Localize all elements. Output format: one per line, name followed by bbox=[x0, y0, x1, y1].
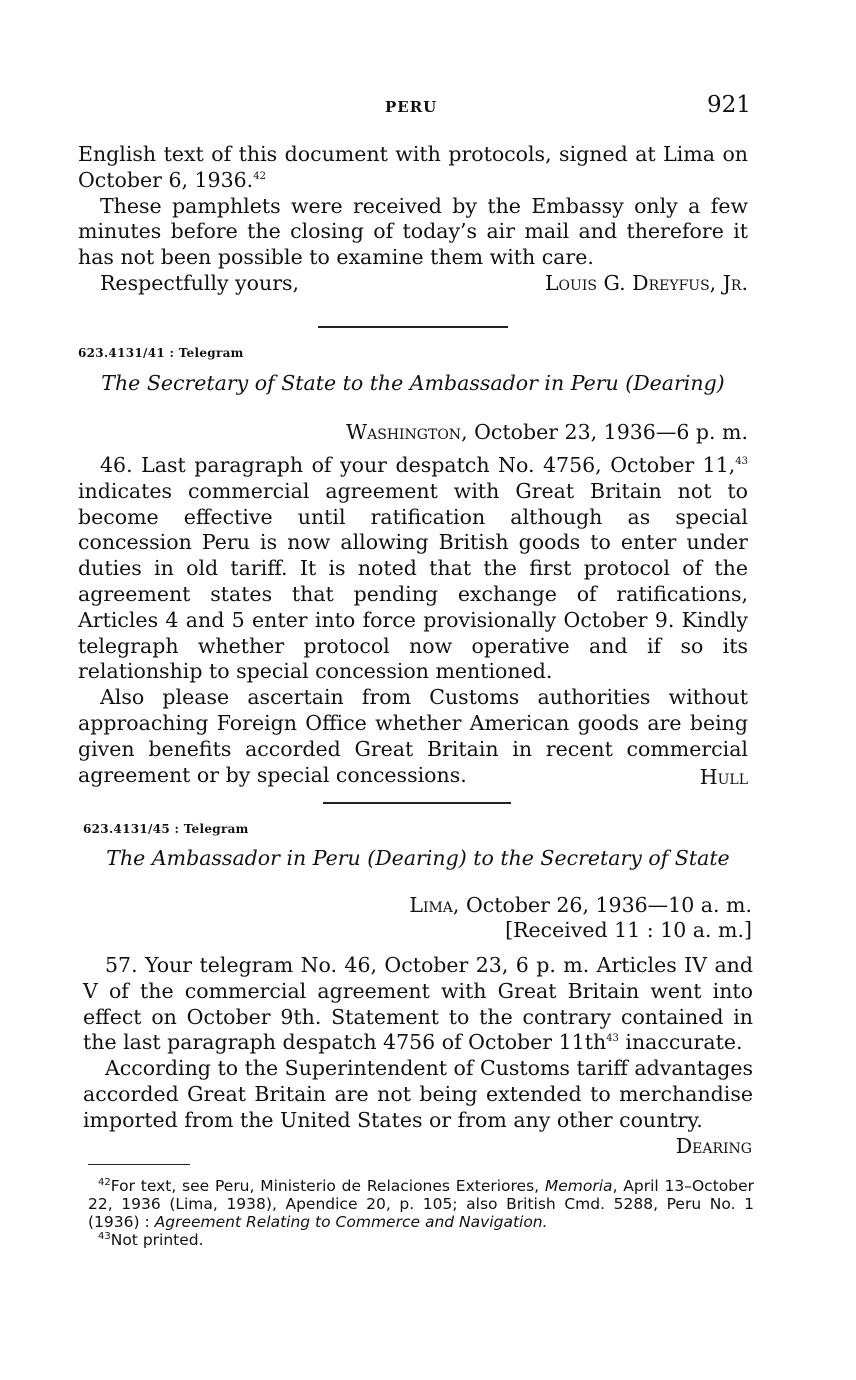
doc3-paragraph-2: According to the Superintendent of Customs tariff advantages accorded Great Britain are not being extended to merchandise imported from the United States or from any other country. bbox=[83, 1056, 753, 1132]
footnote-ref-43-second: 43 bbox=[606, 1033, 619, 1045]
doc3-heading: The Ambassador in Peru (Dearing) to the Secretary of State bbox=[106, 846, 730, 870]
doc2-file-reference: 623.4131/41 : Telegram bbox=[78, 346, 244, 360]
doc3-received-line: [Received 11 : 10 a. m.] bbox=[505, 918, 752, 942]
doc2-dateline-date: , October 23, 1936—6 p. m. bbox=[461, 420, 748, 444]
footnote-42-mark: 42 bbox=[98, 1176, 111, 1188]
doc2-dateline-place: Washington bbox=[346, 420, 462, 444]
doc3-signature: Dearing bbox=[675, 1134, 752, 1158]
footnotes bbox=[88, 1177, 754, 1249]
footnote-ref-43: 43 bbox=[735, 456, 748, 468]
doc2-paragraph-1: 46. Last paragraph of your despatch No. 4756, October 11,43 indicates commercial agreement with Great Britain not to become effective until ratification although as special concession Peru is now allowing British goods to enter under duties in old tariff. It is noted that the first protocol of the agreement states that pending exchange of ratifications, Articles 4 and 5 enter into force provisionally October 9. Kindly telegraph whether protocol now operative and if so its relationship to special concession mentioned. bbox=[78, 453, 748, 684]
doc3-dateline-date: , October 26, 1936—10 a. m. bbox=[452, 893, 752, 917]
footnote-rule bbox=[88, 1164, 190, 1165]
doc2-paragraph-2: Also please ascertain from Customs authorities without approaching Foreign Office whether American goods are being given benefits accorded Great Britain in recent commercial agreement or by special concessions. bbox=[78, 685, 748, 787]
footnote-ref-42: 42 bbox=[253, 170, 266, 182]
doc2-dateline bbox=[300, 420, 748, 446]
doc2-body bbox=[78, 453, 748, 788]
doc1-signature: Louis G. Dreyfus, Jr. bbox=[544, 271, 748, 295]
footnote-43: $^{43}$Not printed. bbox=[98, 1230, 204, 1249]
running-header-title: PERU bbox=[385, 98, 438, 116]
separator-rule-2 bbox=[323, 802, 511, 804]
doc2-signature: Hull bbox=[699, 765, 748, 789]
doc3-paragraph-1: 57. Your telegram No. 46, October 23, 6 p. m. Articles IV and V of the commercial agreement with Great Britain went into effect on October 9th. Statement to the contrary contained in the last paragraph despatch 4756 of October $11th^{43}$ inaccurate. bbox=[83, 953, 753, 1055]
doc3-dateline bbox=[300, 893, 752, 919]
footnote-43-mark: 43 bbox=[98, 1230, 111, 1242]
doc1-paragraph-1: English text of this document with protocols, signed at Lima on October 6, 1936.42 bbox=[78, 142, 748, 192]
separator-rule-1 bbox=[318, 326, 508, 328]
doc3-file-reference: 623.4131/45 : Telegram bbox=[83, 822, 249, 836]
page-number: 921 bbox=[707, 92, 751, 118]
doc1-body bbox=[78, 142, 748, 271]
footnote-42: $^{42}$For text, see Peru, Ministerio de Relaciones Exteriores, Memoria, April 13–October 22, 1936 (Lima, 1938), Apendice 20, p. 105; also British Cmd. 5288, Peru No. 1 (1936) : Agreement Relating to Commerce and Navigation. bbox=[88, 1176, 754, 1231]
doc3-dateline-place: Lima bbox=[409, 893, 453, 917]
doc2-heading: The Secretary of State to the Ambassador in Peru (Dearing) bbox=[101, 371, 725, 395]
doc1-paragraph-2: These pamphlets were received by the Embassy only a few minutes before the closing of today’s air mail and therefore it has not been possible to examine them with care. bbox=[78, 193, 748, 270]
doc3-body bbox=[83, 953, 753, 1134]
doc1-closing: Respectfully yours, bbox=[100, 271, 300, 295]
